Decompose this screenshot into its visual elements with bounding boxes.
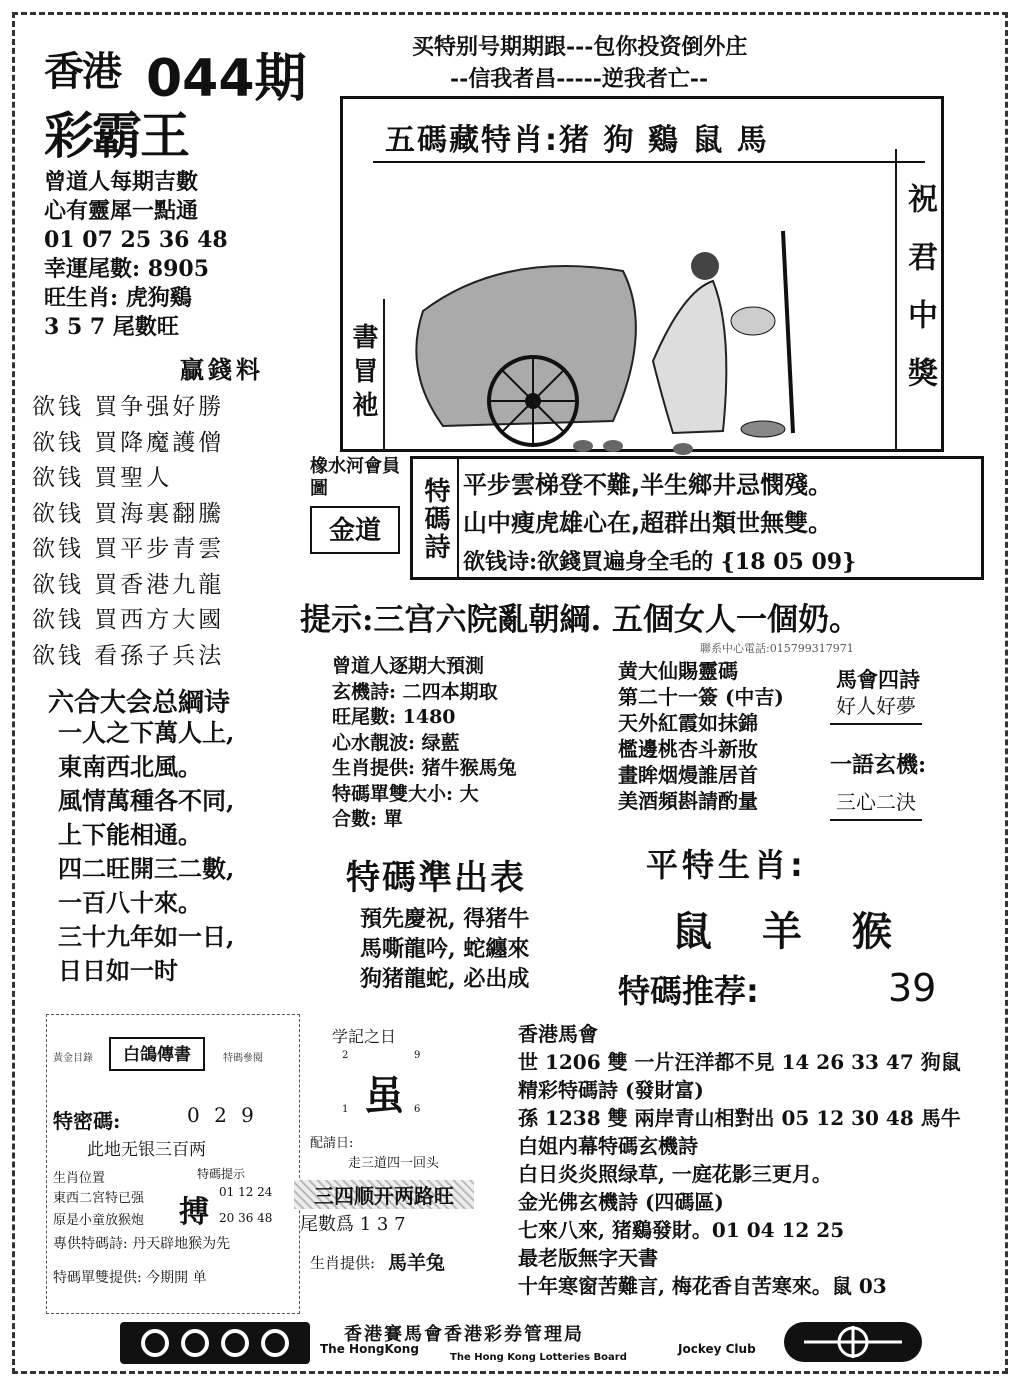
footer-banner: [120, 1320, 932, 1366]
slogan-line-1: 买特别号期期跟---包你投资倒外庄: [412, 34, 748, 60]
stamp-corner: 金道: [310, 506, 400, 554]
lucky-numbers-panel: [44, 168, 228, 342]
hk-jockey-column: [518, 1020, 961, 1300]
hk-jockey-line: 白日炎炎照绿草, 一庭花影三更月。: [518, 1162, 832, 1186]
lucky-line: 3 5 7 尾數旺: [44, 314, 179, 340]
footer-en-1: The HongKong: [320, 1342, 419, 1356]
footer-cn: 香港賽馬會香港彩券管理局: [344, 1324, 584, 1345]
special-codes: [360, 904, 529, 994]
total-poem-line: 四二旺開三二數,: [58, 854, 235, 883]
dove-odd-even: 特碼單雙提供: 今期開 单: [53, 1270, 207, 1286]
picture-box: [340, 96, 944, 452]
side-blessing: 祝君中獎: [895, 149, 941, 449]
total-poem-line: 一人之下萬人上,: [58, 718, 235, 747]
flat-special-animals: 鼠 羊 猴: [672, 908, 910, 955]
xue-ji-char: 虽: [364, 1072, 404, 1119]
five-codes-text: 五碼藏特肖:猪 狗 鷄 鼠 馬: [385, 123, 769, 158]
hk-jockey-line: 七來八來, 猪鷄發財。01 04 12 25: [518, 1218, 845, 1242]
special-poem-tag: 特碼詩: [413, 459, 459, 579]
brand-top: 香港: [44, 49, 120, 95]
win-line: 欲钱 買海裏翻騰: [32, 500, 225, 527]
lucky-line: 心有靈犀一點通: [44, 198, 199, 224]
code-label: 特密碼:: [53, 1109, 121, 1133]
predict-line: 玄機詩: 二四本期取: [332, 680, 498, 703]
dove-numbers-1: 01 12 24: [219, 1185, 273, 1199]
hk-jockey-line: 精彩特碼詩 (發財富): [518, 1078, 704, 1102]
xue-ji-num: 9: [414, 1050, 421, 1061]
white-dove-box: [46, 1014, 300, 1314]
win-line: 欲钱 買西方大國: [32, 607, 225, 633]
special-poem-line-2: 山中瘦虎雄心在,超群出類世無雙。: [463, 509, 833, 537]
huang-line: 檻邊桃杏斗新妝: [618, 737, 758, 761]
win-line: 欲钱 買香港九龍: [32, 571, 225, 598]
hk-jockey-line: 金光佛玄機詩 (四碼區): [518, 1190, 724, 1214]
huang-line: 美酒頻斟請酌量: [618, 789, 758, 813]
dove-small-left: 黃金目錄: [53, 1053, 93, 1064]
win-line: 欲钱 看孫子兵法: [32, 642, 225, 669]
dove-big-char: 搏: [179, 1195, 209, 1230]
jockey-club-emblem-icon: [784, 1322, 922, 1362]
stamp: [310, 456, 408, 580]
xue-ji-num: 6: [414, 1104, 421, 1115]
animal-label: 生肖提供:: [310, 1254, 376, 1272]
brand-name: 彩霸王: [44, 106, 188, 165]
silver-line: 此地无银三百两: [87, 1140, 206, 1160]
one-word-title: 一語玄機:: [830, 752, 927, 778]
side-left-label: 書冒祂: [343, 299, 385, 449]
pos-line: 原是小童放猴炮: [53, 1213, 145, 1228]
xue-ji-num: 1: [342, 1104, 349, 1115]
stamp-text: 橡水河會員圖: [310, 456, 400, 499]
win-line: 欲钱 買聖人: [32, 465, 173, 491]
lucky-line: 01 07 25 36 48: [44, 227, 228, 253]
total-poem-line: 一百八十來。: [58, 888, 202, 917]
win-title: 贏錢料: [180, 355, 264, 384]
special-code-line: 預先慶祝, 得猪牛: [360, 906, 530, 932]
hk-jockey-line: 世 1206 雙 一片汪洋都不見 14 26 33 47 狗鼠: [518, 1050, 961, 1074]
win-line: 欲钱 買降魔護僧: [32, 429, 225, 456]
riddle-line: 走三道四一回头: [348, 1156, 440, 1171]
predict-line: 心水靚波: 绿藍: [332, 731, 460, 754]
total-poem-line: 東南西北風。: [58, 752, 202, 781]
hk-jockey-line: 最老版無字天書: [518, 1246, 658, 1270]
animal-value: 馬羊兔: [388, 1252, 446, 1274]
huang-line: 畫眸烟熳誰居首: [618, 763, 758, 787]
huang-line: 第二十一簽 (中吉): [618, 685, 784, 709]
xue-ji-title: 学記之日: [332, 1027, 397, 1046]
dove-title: 白鴿傳書: [109, 1037, 205, 1071]
special-poem-line-1: 平步雲梯登不難,半生鄉井忌憫殘。: [463, 471, 833, 499]
lucky-line: 幸運尾數: 8905: [44, 256, 210, 282]
win-list: [32, 390, 224, 674]
xue-ji-num: 2: [342, 1050, 349, 1061]
recommend-value: 39: [888, 966, 937, 1010]
lucky-line: 旺生肖: 虎狗鷄: [44, 285, 192, 311]
footer-en-3: The Hong Kong Lotteries Board: [450, 1352, 627, 1363]
code-value: 0 2 9: [187, 1103, 258, 1127]
jockey-poem-title: 馬會四詩: [836, 667, 920, 692]
dove-special-poem: 專供特碼詩: 丹天辟地猴为先: [53, 1236, 231, 1252]
recommend-label: 特碼推荐:: [618, 972, 759, 1010]
hk-jockey-line: 白姐内幕特碼玄機詩: [518, 1134, 698, 1158]
hk-jockey-line: 香港馬會: [518, 1022, 598, 1046]
special-poem-box: [410, 456, 984, 580]
huang-daxian: [618, 658, 784, 814]
footer-logo-right: [784, 1322, 922, 1362]
predict-line: 曾道人逐期大預測: [332, 655, 485, 677]
jockey-poem-value: 好人好夢: [830, 690, 922, 725]
pos-line: 東西二宮特已强: [53, 1191, 145, 1206]
flat-special-title: 平特生肖:: [646, 846, 807, 884]
slogan-line-2: --信我者昌-----逆我者亡--: [450, 66, 709, 92]
total-poem-line: 風情萬種各不同,: [58, 786, 235, 815]
huang-line: 黄大仙賜靈碼: [618, 659, 738, 683]
five-codes-banner: [373, 107, 925, 163]
footer-logo-left: [120, 1322, 310, 1364]
footer-en-2: Jockey Club: [678, 1342, 756, 1356]
total-poem-line: 上下能相通。: [58, 820, 202, 849]
total-poem-title: 六合大会总綱诗: [48, 688, 231, 718]
riddle-label: 配請日:: [310, 1136, 354, 1151]
hint-line: 提示:三宫六院亂朝綱. 五個女人一個奶。: [300, 602, 861, 638]
predict-line: 合數: 單: [332, 808, 403, 830]
dove-numbers-2: 20 36 48: [219, 1211, 273, 1225]
hk-jockey-line: 孫 1238 雙 兩岸青山相對出 05 12 30 48 馬牛: [518, 1106, 961, 1130]
total-poem-line: 三十九年如一日,: [58, 922, 235, 951]
one-word-value: 三心二決: [830, 786, 922, 821]
hint-label: 特碼提示: [197, 1167, 246, 1181]
money-poem-line: 欲钱诗:欲錢買遍身全毛的 {18 05 09}: [463, 549, 857, 575]
xue-ji-box: [300, 1024, 488, 1284]
pos-label: 生肖位置: [53, 1171, 106, 1186]
win-line: 欲钱 買争强好勝: [32, 394, 225, 420]
lucky-line: 曾道人每期吉數: [44, 169, 199, 195]
phone-note: 聯系中心電話:015799317971: [700, 642, 854, 655]
dove-small-right: 特碼參閱: [223, 1053, 263, 1064]
special-codes-title: 特碼準出表: [346, 858, 526, 898]
special-code-line: 狗猪龍蛇, 必出成: [360, 966, 530, 992]
huang-line: 天外紅霞如抹錦: [618, 711, 758, 735]
predict-line: 旺尾數: 1480: [332, 706, 456, 728]
zeng-predict: [332, 654, 517, 833]
predict-line: 生肖提供: 猪牛猴馬兔: [332, 757, 517, 779]
tail-line: 尾數爲 1 3 7: [300, 1214, 406, 1235]
total-poem: [58, 716, 234, 988]
knot-icon: [120, 1322, 310, 1364]
win-line: 欲钱 買平步青雲: [32, 536, 225, 562]
special-code-line: 馬嘶龍吟, 蛇纏來: [360, 936, 530, 962]
total-poem-line: 日日如一时: [58, 956, 178, 985]
predict-line: 特碼單雙大小: 大: [332, 782, 479, 805]
hk-jockey-line: 十年寒窗苦難言, 梅花香自苦寒來。鼠 03: [518, 1274, 887, 1298]
cart-illustration: [383, 171, 883, 461]
issue-number: 044期: [146, 49, 307, 109]
xue-ji-banner: 三四顺开两路旺: [294, 1180, 474, 1209]
